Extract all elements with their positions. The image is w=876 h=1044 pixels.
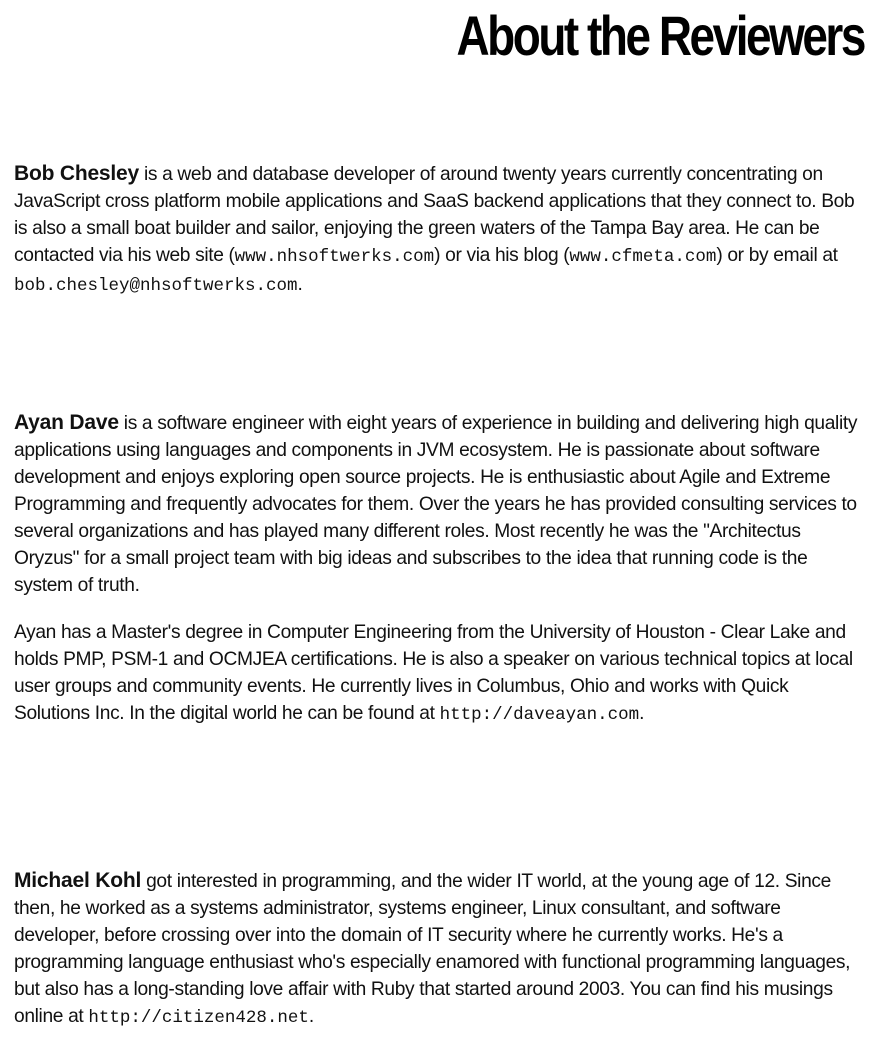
bio-text: ) or via his blog ( [434, 245, 570, 266]
bio-text: . [308, 1006, 314, 1027]
website-link[interactable]: http://daveayan.com [439, 705, 640, 725]
bio-text: ) or by email at [716, 245, 838, 266]
website-link[interactable]: www.nhsoftwerks.com [234, 247, 435, 267]
bio-text: is a software engineer with eight years of experience in building and delivering high quality applications using languages and components in JVM ecosystem. He is passionate about software development and enjoys exploring open source projects. He is enthusiastic about Agile and Extreme Programming and frequently advocates for them. Over the years he has provided consulting services to several organizations and has played many different roles. Most recently he was the "Architectus Oryzus" for a small project team with big ideas and subscribes to the idea that running code is the system of truth. [14, 413, 858, 596]
reviewer-name: Michael Kohl [14, 869, 142, 892]
reviewer-bio-ayan-dave-continued [14, 619, 869, 729]
reviewer-bio-ayan-dave [14, 409, 869, 599]
bio-text: is a web and database developer of around twenty years currently concentrating on JavaScript cross platform mobile applications and SaaS backend applications that they connect to. Bob is also a small boat builder and sailor, enjoying the green waters of the Tampa Bay area. He can be contacted via his web site ( [14, 164, 855, 266]
email-link[interactable]: bob.chesley@nhsoftwerks.com [14, 276, 298, 296]
reviewer-name: Ayan Dave [14, 411, 119, 434]
page-title: About the Reviewers [456, 4, 864, 67]
reviewer-name: Bob Chesley [14, 162, 139, 185]
reviewer-bio-bob-chesley [14, 160, 869, 300]
bio-text: . [639, 703, 645, 724]
bio-text: . [297, 274, 303, 295]
bio-text: Ayan has a Master's degree in Computer Engineering from the University of Houston - Clear Lake and holds PMP, PSM-1 and OCMJEA certifications. He is also a speaker on various technical topics at local user groups and community events. He currently lives in Columbus, Ohio and works with Quick Solutions Inc. In the digital world he can be found at [14, 622, 853, 724]
reviewer-bio-michael-kohl [14, 867, 869, 1032]
website-link[interactable]: http://citizen428.net [88, 1008, 309, 1028]
bio-text: got interested in programming, and the wider IT world, at the young age of 12. Since then, he worked as a systems administrator, systems engineer, Linux consultant, and software developer, before crossing over into the domain of IT security where he currently works. He's a programming language enthusiast who's especially enamored with functional programming languages, but also has a long-standing love affair with Ruby that started around 2003. You can find his musings online at [14, 871, 851, 1027]
blog-link[interactable]: www.cfmeta.com [569, 247, 717, 267]
